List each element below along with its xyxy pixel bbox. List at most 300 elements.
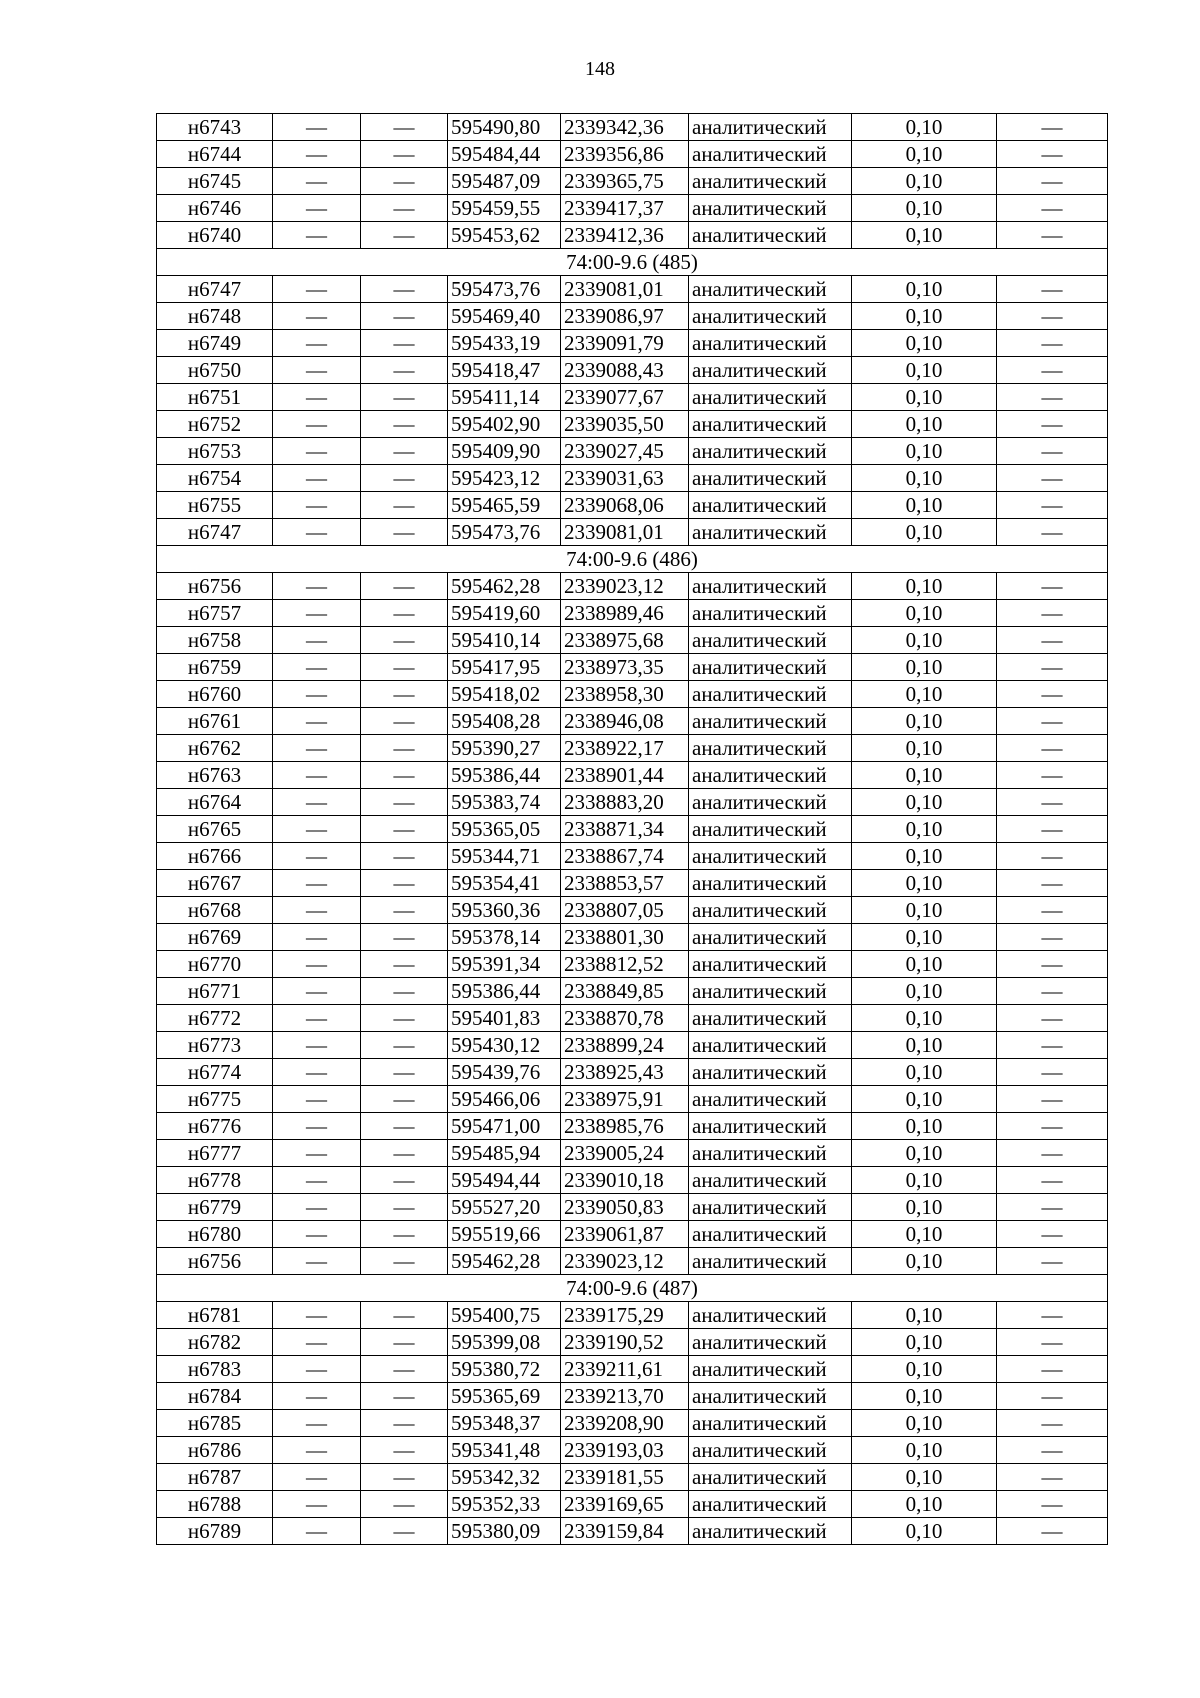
table-row: [157, 600, 1108, 627]
y-coordinate-cell: 2339077,67: [561, 384, 689, 411]
x-coordinate-cell: 595484,44: [448, 141, 561, 168]
old-y-cell: —: [361, 897, 448, 924]
old-x-cell: —: [273, 1194, 361, 1221]
old-x-cell: —: [273, 843, 361, 870]
old-x-cell: —: [273, 1518, 361, 1545]
accuracy-cell: 0,10: [852, 222, 997, 249]
note-cell: —: [997, 492, 1108, 519]
table-row: [157, 924, 1108, 951]
x-coordinate-cell: 595469,40: [448, 303, 561, 330]
method-cell: аналитический: [689, 843, 852, 870]
old-y-cell: —: [361, 330, 448, 357]
old-x-cell: —: [273, 1329, 361, 1356]
old-y-cell: —: [361, 573, 448, 600]
table-row: [157, 870, 1108, 897]
old-x-cell: —: [273, 222, 361, 249]
old-x-cell: —: [273, 735, 361, 762]
method-cell: аналитический: [689, 708, 852, 735]
x-coordinate-cell: 595465,59: [448, 492, 561, 519]
x-coordinate-cell: 595490,80: [448, 114, 561, 141]
method-cell: аналитический: [689, 1329, 852, 1356]
accuracy-cell: 0,10: [852, 762, 997, 789]
x-coordinate-cell: 595360,36: [448, 897, 561, 924]
table-row: [157, 492, 1108, 519]
point-id-cell: н6764: [157, 789, 273, 816]
x-coordinate-cell: 595411,14: [448, 384, 561, 411]
y-coordinate-cell: 2339027,45: [561, 438, 689, 465]
old-x-cell: —: [273, 924, 361, 951]
y-coordinate-cell: 2339175,29: [561, 1302, 689, 1329]
accuracy-cell: 0,10: [852, 1410, 997, 1437]
note-cell: —: [997, 1086, 1108, 1113]
method-cell: аналитический: [689, 1383, 852, 1410]
note-cell: —: [997, 195, 1108, 222]
method-cell: аналитический: [689, 141, 852, 168]
y-coordinate-cell: 2339005,24: [561, 1140, 689, 1167]
accuracy-cell: 0,10: [852, 951, 997, 978]
old-y-cell: —: [361, 1005, 448, 1032]
x-coordinate-cell: 595409,90: [448, 438, 561, 465]
old-x-cell: —: [273, 519, 361, 546]
method-cell: аналитический: [689, 384, 852, 411]
note-cell: —: [997, 1329, 1108, 1356]
note-cell: —: [997, 1059, 1108, 1086]
y-coordinate-cell: 2339010,18: [561, 1167, 689, 1194]
old-x-cell: —: [273, 1005, 361, 1032]
table-row: [157, 519, 1108, 546]
old-y-cell: —: [361, 1167, 448, 1194]
point-id-cell: н6747: [157, 519, 273, 546]
accuracy-cell: 0,10: [852, 492, 997, 519]
old-x-cell: —: [273, 870, 361, 897]
old-y-cell: —: [361, 978, 448, 1005]
old-y-cell: —: [361, 1410, 448, 1437]
accuracy-cell: 0,10: [852, 681, 997, 708]
point-id-cell: н6765: [157, 816, 273, 843]
accuracy-cell: 0,10: [852, 1194, 997, 1221]
accuracy-cell: 0,10: [852, 1464, 997, 1491]
old-y-cell: —: [361, 1032, 448, 1059]
table-row: [157, 438, 1108, 465]
x-coordinate-cell: 595485,94: [448, 1140, 561, 1167]
page-number: 148: [585, 58, 615, 80]
note-cell: —: [997, 1032, 1108, 1059]
old-x-cell: —: [273, 627, 361, 654]
y-coordinate-cell: 2339023,12: [561, 573, 689, 600]
table-row: [157, 1086, 1108, 1113]
accuracy-cell: 0,10: [852, 1140, 997, 1167]
old-x-cell: —: [273, 951, 361, 978]
note-cell: —: [997, 114, 1108, 141]
x-coordinate-cell: 595453,62: [448, 222, 561, 249]
x-coordinate-cell: 595519,66: [448, 1221, 561, 1248]
accuracy-cell: 0,10: [852, 978, 997, 1005]
y-coordinate-cell: 2339213,70: [561, 1383, 689, 1410]
point-id-cell: н6743: [157, 114, 273, 141]
point-id-cell: н6770: [157, 951, 273, 978]
accuracy-cell: 0,10: [852, 870, 997, 897]
point-id-cell: н6778: [157, 1167, 273, 1194]
y-coordinate-cell: 2339211,61: [561, 1356, 689, 1383]
table-row: [157, 303, 1108, 330]
old-y-cell: —: [361, 762, 448, 789]
note-cell: —: [997, 1491, 1108, 1518]
accuracy-cell: 0,10: [852, 141, 997, 168]
point-id-cell: н6784: [157, 1383, 273, 1410]
point-id-cell: н6771: [157, 978, 273, 1005]
note-cell: —: [997, 951, 1108, 978]
point-id-cell: н6782: [157, 1329, 273, 1356]
accuracy-cell: 0,10: [852, 1437, 997, 1464]
point-id-cell: н6744: [157, 141, 273, 168]
old-y-cell: —: [361, 654, 448, 681]
note-cell: —: [997, 1464, 1108, 1491]
accuracy-cell: 0,10: [852, 897, 997, 924]
table-row: [157, 708, 1108, 735]
point-id-cell: н6756: [157, 573, 273, 600]
x-coordinate-cell: 595494,44: [448, 1167, 561, 1194]
old-y-cell: —: [361, 438, 448, 465]
x-coordinate-cell: 595348,37: [448, 1410, 561, 1437]
note-cell: —: [997, 357, 1108, 384]
table-row: [157, 1356, 1108, 1383]
table-row: [157, 627, 1108, 654]
old-x-cell: —: [273, 1221, 361, 1248]
point-id-cell: н6762: [157, 735, 273, 762]
section-row: [157, 1275, 1108, 1302]
x-coordinate-cell: 595462,28: [448, 1248, 561, 1275]
note-cell: —: [997, 897, 1108, 924]
table-row: [157, 465, 1108, 492]
y-coordinate-cell: 2338989,46: [561, 600, 689, 627]
table-row: [157, 114, 1108, 141]
old-y-cell: —: [361, 465, 448, 492]
old-y-cell: —: [361, 519, 448, 546]
y-coordinate-cell: 2339412,36: [561, 222, 689, 249]
old-y-cell: —: [361, 411, 448, 438]
note-cell: —: [997, 1248, 1108, 1275]
x-coordinate-cell: 595380,72: [448, 1356, 561, 1383]
x-coordinate-cell: 595365,05: [448, 816, 561, 843]
old-x-cell: —: [273, 762, 361, 789]
table-row: [157, 1302, 1108, 1329]
old-y-cell: —: [361, 492, 448, 519]
method-cell: аналитический: [689, 168, 852, 195]
y-coordinate-cell: 2338975,91: [561, 1086, 689, 1113]
method-cell: аналитический: [689, 1410, 852, 1437]
method-cell: аналитический: [689, 870, 852, 897]
old-y-cell: —: [361, 1356, 448, 1383]
point-id-cell: н6788: [157, 1491, 273, 1518]
method-cell: аналитический: [689, 492, 852, 519]
method-cell: аналитический: [689, 1221, 852, 1248]
x-coordinate-cell: 595462,28: [448, 573, 561, 600]
table-row: [157, 357, 1108, 384]
old-y-cell: —: [361, 627, 448, 654]
accuracy-cell: 0,10: [852, 600, 997, 627]
table-row: [157, 978, 1108, 1005]
point-id-cell: н6756: [157, 1248, 273, 1275]
old-y-cell: —: [361, 1329, 448, 1356]
method-cell: аналитический: [689, 897, 852, 924]
y-coordinate-cell: 2339342,36: [561, 114, 689, 141]
point-id-cell: н6779: [157, 1194, 273, 1221]
note-cell: —: [997, 789, 1108, 816]
old-x-cell: —: [273, 681, 361, 708]
method-cell: аналитический: [689, 1356, 852, 1383]
old-x-cell: —: [273, 816, 361, 843]
y-coordinate-cell: 2339091,79: [561, 330, 689, 357]
point-id-cell: н6761: [157, 708, 273, 735]
note-cell: —: [997, 141, 1108, 168]
table-row: [157, 762, 1108, 789]
point-id-cell: н6758: [157, 627, 273, 654]
point-id-cell: н6745: [157, 168, 273, 195]
old-x-cell: —: [273, 1248, 361, 1275]
method-cell: аналитический: [689, 951, 852, 978]
x-coordinate-cell: 595419,60: [448, 600, 561, 627]
x-coordinate-cell: 595527,20: [448, 1194, 561, 1221]
old-x-cell: —: [273, 1086, 361, 1113]
accuracy-cell: 0,10: [852, 1167, 997, 1194]
point-id-cell: н6789: [157, 1518, 273, 1545]
y-coordinate-cell: 2338985,76: [561, 1113, 689, 1140]
old-x-cell: —: [273, 438, 361, 465]
old-y-cell: —: [361, 1302, 448, 1329]
point-id-cell: н6751: [157, 384, 273, 411]
method-cell: аналитический: [689, 1059, 852, 1086]
note-cell: —: [997, 465, 1108, 492]
method-cell: аналитический: [689, 573, 852, 600]
old-y-cell: —: [361, 735, 448, 762]
y-coordinate-cell: 2339208,90: [561, 1410, 689, 1437]
y-coordinate-cell: 2338867,74: [561, 843, 689, 870]
method-cell: аналитический: [689, 195, 852, 222]
point-id-cell: н6773: [157, 1032, 273, 1059]
old-x-cell: —: [273, 1464, 361, 1491]
old-x-cell: —: [273, 1383, 361, 1410]
old-x-cell: —: [273, 897, 361, 924]
note-cell: —: [997, 978, 1108, 1005]
table-row: [157, 1437, 1108, 1464]
y-coordinate-cell: 2339181,55: [561, 1464, 689, 1491]
note-cell: —: [997, 1437, 1108, 1464]
point-id-cell: н6746: [157, 195, 273, 222]
x-coordinate-cell: 595473,76: [448, 276, 561, 303]
section-label: 74:00-9.6 (486): [157, 546, 1108, 573]
table-row: [157, 1167, 1108, 1194]
old-x-cell: —: [273, 330, 361, 357]
x-coordinate-cell: 595418,02: [448, 681, 561, 708]
old-y-cell: —: [361, 1518, 448, 1545]
note-cell: —: [997, 1356, 1108, 1383]
y-coordinate-cell: 2338922,17: [561, 735, 689, 762]
y-coordinate-cell: 2339086,97: [561, 303, 689, 330]
method-cell: аналитический: [689, 303, 852, 330]
section-row: [157, 546, 1108, 573]
y-coordinate-cell: 2338975,68: [561, 627, 689, 654]
x-coordinate-cell: 595390,27: [448, 735, 561, 762]
note-cell: —: [997, 1221, 1108, 1248]
x-coordinate-cell: 595399,08: [448, 1329, 561, 1356]
table-row: [157, 1059, 1108, 1086]
point-id-cell: н6760: [157, 681, 273, 708]
method-cell: аналитический: [689, 1032, 852, 1059]
point-id-cell: н6774: [157, 1059, 273, 1086]
y-coordinate-cell: 2338807,05: [561, 897, 689, 924]
method-cell: аналитический: [689, 924, 852, 951]
table-row: [157, 330, 1108, 357]
accuracy-cell: 0,10: [852, 114, 997, 141]
method-cell: аналитический: [689, 1437, 852, 1464]
point-id-cell: н6767: [157, 870, 273, 897]
table-row: [157, 1329, 1108, 1356]
note-cell: —: [997, 924, 1108, 951]
x-coordinate-cell: 595354,41: [448, 870, 561, 897]
method-cell: аналитический: [689, 681, 852, 708]
old-y-cell: —: [361, 1248, 448, 1275]
coordinates-table: [156, 113, 1108, 1545]
note-cell: —: [997, 519, 1108, 546]
old-y-cell: —: [361, 1464, 448, 1491]
method-cell: аналитический: [689, 411, 852, 438]
table-row: [157, 222, 1108, 249]
point-id-cell: н6786: [157, 1437, 273, 1464]
note-cell: —: [997, 870, 1108, 897]
x-coordinate-cell: 595402,90: [448, 411, 561, 438]
note-cell: —: [997, 384, 1108, 411]
method-cell: аналитический: [689, 762, 852, 789]
table-row: [157, 1464, 1108, 1491]
old-x-cell: —: [273, 1491, 361, 1518]
y-coordinate-cell: 2339417,37: [561, 195, 689, 222]
old-x-cell: —: [273, 1113, 361, 1140]
table-row: [157, 843, 1108, 870]
old-x-cell: —: [273, 141, 361, 168]
old-y-cell: —: [361, 276, 448, 303]
y-coordinate-cell: 2338901,44: [561, 762, 689, 789]
method-cell: аналитический: [689, 1464, 852, 1491]
old-x-cell: —: [273, 1059, 361, 1086]
accuracy-cell: 0,10: [852, 1302, 997, 1329]
note-cell: —: [997, 1518, 1108, 1545]
accuracy-cell: 0,10: [852, 654, 997, 681]
table-row: [157, 411, 1108, 438]
accuracy-cell: 0,10: [852, 195, 997, 222]
accuracy-cell: 0,10: [852, 1518, 997, 1545]
old-y-cell: —: [361, 1383, 448, 1410]
table-row: [157, 654, 1108, 681]
x-coordinate-cell: 595378,14: [448, 924, 561, 951]
y-coordinate-cell: 2339193,03: [561, 1437, 689, 1464]
table-row: [157, 1410, 1108, 1437]
old-y-cell: —: [361, 1113, 448, 1140]
point-id-cell: н6747: [157, 276, 273, 303]
old-x-cell: —: [273, 195, 361, 222]
method-cell: аналитический: [689, 1518, 852, 1545]
x-coordinate-cell: 595344,71: [448, 843, 561, 870]
table-row: [157, 276, 1108, 303]
method-cell: аналитический: [689, 438, 852, 465]
method-cell: аналитический: [689, 1248, 852, 1275]
method-cell: аналитический: [689, 222, 852, 249]
point-id-cell: н6780: [157, 1221, 273, 1248]
y-coordinate-cell: 2339068,06: [561, 492, 689, 519]
y-coordinate-cell: 2339190,52: [561, 1329, 689, 1356]
note-cell: —: [997, 681, 1108, 708]
note-cell: —: [997, 411, 1108, 438]
y-coordinate-cell: 2338946,08: [561, 708, 689, 735]
x-coordinate-cell: 595386,44: [448, 762, 561, 789]
y-coordinate-cell: 2339081,01: [561, 276, 689, 303]
old-y-cell: —: [361, 1221, 448, 1248]
y-coordinate-cell: 2339169,65: [561, 1491, 689, 1518]
x-coordinate-cell: 595417,95: [448, 654, 561, 681]
method-cell: аналитический: [689, 276, 852, 303]
y-coordinate-cell: 2339081,01: [561, 519, 689, 546]
note-cell: —: [997, 600, 1108, 627]
table-body: [157, 114, 1108, 1545]
method-cell: аналитический: [689, 1302, 852, 1329]
y-coordinate-cell: 2338883,20: [561, 789, 689, 816]
x-coordinate-cell: 595459,55: [448, 195, 561, 222]
x-coordinate-cell: 595383,74: [448, 789, 561, 816]
old-y-cell: —: [361, 789, 448, 816]
method-cell: аналитический: [689, 1140, 852, 1167]
point-id-cell: н6749: [157, 330, 273, 357]
method-cell: аналитический: [689, 1005, 852, 1032]
method-cell: аналитический: [689, 627, 852, 654]
y-coordinate-cell: 2339088,43: [561, 357, 689, 384]
old-y-cell: —: [361, 843, 448, 870]
method-cell: аналитический: [689, 978, 852, 1005]
accuracy-cell: 0,10: [852, 1356, 997, 1383]
old-y-cell: —: [361, 195, 448, 222]
y-coordinate-cell: 2338801,30: [561, 924, 689, 951]
old-y-cell: —: [361, 168, 448, 195]
point-id-cell: н6753: [157, 438, 273, 465]
method-cell: аналитический: [689, 1167, 852, 1194]
old-y-cell: —: [361, 303, 448, 330]
old-x-cell: —: [273, 1140, 361, 1167]
accuracy-cell: 0,10: [852, 276, 997, 303]
table-row: [157, 1383, 1108, 1410]
point-id-cell: н6750: [157, 357, 273, 384]
x-coordinate-cell: 595430,12: [448, 1032, 561, 1059]
table-row: [157, 384, 1108, 411]
y-coordinate-cell: 2338853,57: [561, 870, 689, 897]
accuracy-cell: 0,10: [852, 1032, 997, 1059]
old-y-cell: —: [361, 1059, 448, 1086]
table-row: [157, 681, 1108, 708]
table-row: [157, 1140, 1108, 1167]
accuracy-cell: 0,10: [852, 924, 997, 951]
note-cell: —: [997, 627, 1108, 654]
old-x-cell: —: [273, 411, 361, 438]
x-coordinate-cell: 595418,47: [448, 357, 561, 384]
table-row: [157, 816, 1108, 843]
x-coordinate-cell: 595471,00: [448, 1113, 561, 1140]
section-label: 74:00-9.6 (485): [157, 249, 1108, 276]
note-cell: —: [997, 330, 1108, 357]
y-coordinate-cell: 2338973,35: [561, 654, 689, 681]
note-cell: —: [997, 573, 1108, 600]
old-x-cell: —: [273, 465, 361, 492]
method-cell: аналитический: [689, 1491, 852, 1518]
point-id-cell: н6772: [157, 1005, 273, 1032]
point-id-cell: н6766: [157, 843, 273, 870]
y-coordinate-cell: 2338812,52: [561, 951, 689, 978]
